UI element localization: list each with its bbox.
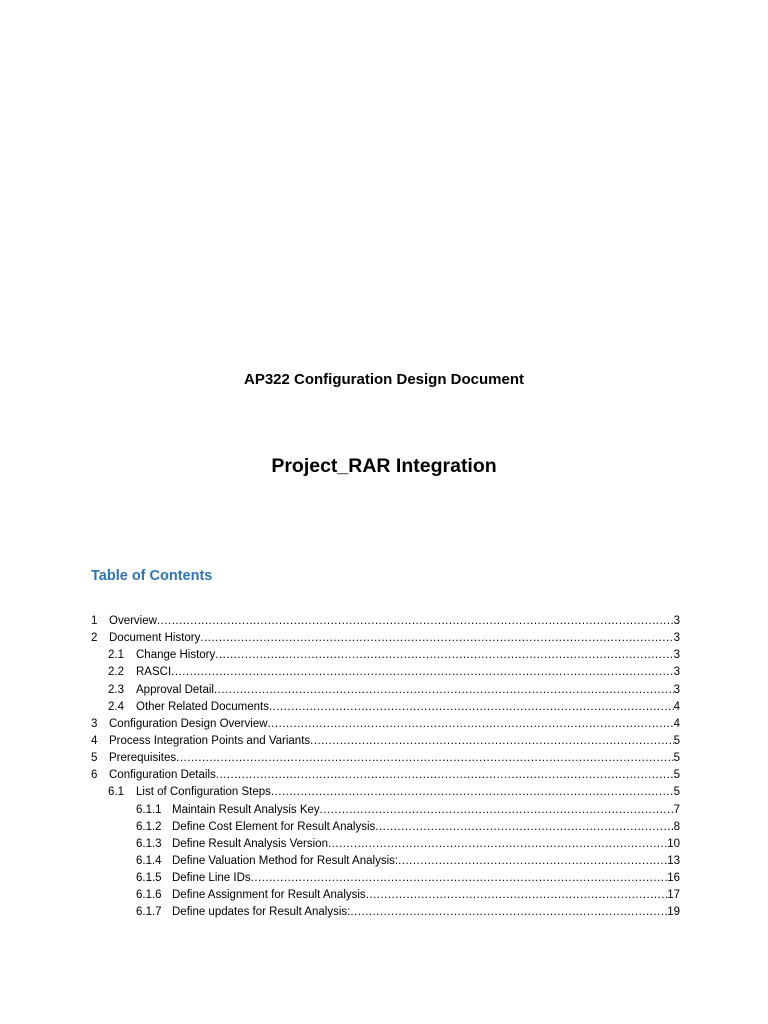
toc-entry-title[interactable]: Configuration Details	[109, 769, 216, 782]
toc-entry-number: 6.1.5	[136, 872, 162, 885]
toc-entry[interactable]	[91, 716, 680, 733]
toc-entry-title[interactable]: Change History	[136, 649, 216, 662]
toc-leader-dots	[320, 802, 674, 819]
toc-entry-title[interactable]: Define updates for Result Analysis:	[172, 906, 351, 919]
toc-entry-number: 1	[91, 615, 98, 627]
toc-entry[interactable]	[91, 733, 680, 750]
toc-entry-page[interactable]: 5	[673, 734, 680, 747]
toc-entry-page[interactable]: 3	[673, 615, 680, 627]
toc-entry-page[interactable]: 13	[667, 854, 680, 867]
toc-entry-title[interactable]: List of Configuration Steps	[136, 786, 271, 799]
toc-leader-dots	[216, 767, 674, 784]
toc-leader-dots	[375, 819, 673, 836]
toc-entry-number: 4	[91, 734, 98, 747]
toc-entry-page[interactable]: 10	[667, 837, 680, 850]
toc-entry-number: 6.1	[108, 786, 124, 799]
toc-leader-dots	[271, 784, 674, 801]
toc-entry[interactable]	[91, 767, 680, 784]
toc-leader-dots	[171, 664, 673, 681]
toc-entry[interactable]	[91, 664, 680, 681]
toc-leader-dots	[366, 887, 668, 904]
toc-entry-page[interactable]: 4	[673, 700, 680, 713]
toc-entry-number: 2.1	[108, 649, 124, 662]
toc-entry-page[interactable]: 3	[673, 683, 680, 696]
toc-entry[interactable]	[91, 682, 680, 699]
toc-entry-page[interactable]: 16	[667, 872, 680, 885]
toc-entry[interactable]	[91, 750, 680, 767]
toc-entry-number: 6.1.2	[136, 820, 162, 833]
toc-entry-page[interactable]: 3	[673, 666, 680, 679]
toc-entry-number: 3	[91, 717, 98, 730]
toc-leader-dots	[310, 733, 673, 750]
project-title: Project_RAR Integration	[271, 455, 497, 477]
toc-entry-number: 6	[91, 769, 98, 782]
toc-entry-title[interactable]: Approval Detail	[136, 683, 214, 696]
toc-list	[91, 613, 680, 922]
toc-entry-title[interactable]: Other Related Documents	[136, 700, 269, 713]
toc-entry[interactable]	[91, 853, 680, 870]
toc-entry[interactable]	[91, 613, 680, 630]
toc-entry-title[interactable]: Define Assignment for Result Analysis	[172, 889, 366, 902]
toc-entry[interactable]	[91, 784, 680, 801]
toc-leader-dots	[350, 904, 667, 921]
toc-entry-page[interactable]: 17	[667, 889, 680, 902]
toc-entry-page[interactable]: 3	[673, 632, 680, 645]
toc-entry-number: 5	[91, 752, 98, 765]
doc-title: AP322 Configuration Design Document	[243, 371, 525, 388]
toc-leader-dots	[251, 870, 668, 887]
toc-heading: Table of Contents	[91, 568, 213, 584]
toc-leader-dots	[215, 647, 673, 664]
toc-entry-title[interactable]: Define Result Analysis Version	[172, 837, 328, 850]
toc-entry-number: 6.1.7	[136, 906, 162, 919]
toc-entry-title[interactable]: Configuration Design Overview	[109, 717, 268, 730]
toc-leader-dots	[398, 853, 667, 870]
toc-entry[interactable]	[91, 904, 680, 921]
toc-entry-page[interactable]: 3	[673, 649, 680, 662]
toc-leader-dots	[157, 613, 674, 630]
toc-entry-title[interactable]: Prerequisites	[109, 752, 177, 765]
toc-entry-page[interactable]: 5	[673, 769, 680, 782]
toc-entry[interactable]	[91, 887, 680, 904]
toc-entry-page[interactable]: 4	[673, 717, 680, 730]
toc-entry-title[interactable]: Define Line IDs	[172, 872, 251, 885]
toc-entry-title[interactable]: Define Cost Element for Result Analysis	[172, 820, 376, 833]
toc-entry-number: 2.3	[108, 683, 124, 696]
toc-entry[interactable]	[91, 630, 680, 647]
toc-entry-title[interactable]: Process Integration Points and Variants	[109, 734, 311, 747]
toc-entry-number: 6.1.6	[136, 889, 162, 902]
toc-entry-number: 2.2	[108, 666, 124, 679]
toc-leader-dots	[176, 750, 673, 767]
toc-leader-dots	[328, 836, 667, 853]
toc-entry-number: 2.4	[108, 700, 124, 713]
toc-entry-number: 6.1.3	[136, 837, 162, 850]
toc-entry[interactable]	[91, 647, 680, 664]
toc-entry[interactable]	[91, 802, 680, 819]
toc-entry[interactable]	[91, 819, 680, 836]
toc-entry-page[interactable]: 8	[673, 820, 680, 833]
toc-entry-title[interactable]: Define Valuation Method for Result Analysis:	[172, 854, 399, 867]
toc-entry[interactable]	[91, 870, 680, 887]
toc-leader-dots	[200, 630, 673, 647]
toc-entry-page[interactable]: 5	[673, 752, 680, 765]
toc-entry-title[interactable]: RASCI	[136, 666, 172, 679]
toc-leader-dots	[269, 699, 674, 716]
toc-entry-number: 6.1.4	[136, 854, 162, 867]
toc-entry-number: 2	[91, 632, 98, 645]
toc-entry[interactable]	[91, 836, 680, 853]
toc-entry-number: 6.1.1	[136, 803, 162, 816]
toc-entry-page[interactable]: 19	[667, 906, 680, 919]
toc-entry-title[interactable]: Overview	[109, 615, 157, 627]
toc-entry[interactable]	[91, 699, 680, 716]
toc-entry-page[interactable]: 7	[673, 803, 680, 816]
toc-entry-title[interactable]: Document History	[109, 632, 201, 645]
toc-entry-title[interactable]: Maintain Result Analysis Key	[172, 803, 320, 816]
toc-entry-page[interactable]: 5	[673, 786, 680, 799]
toc-leader-dots	[268, 716, 674, 733]
toc-leader-dots	[214, 682, 674, 699]
